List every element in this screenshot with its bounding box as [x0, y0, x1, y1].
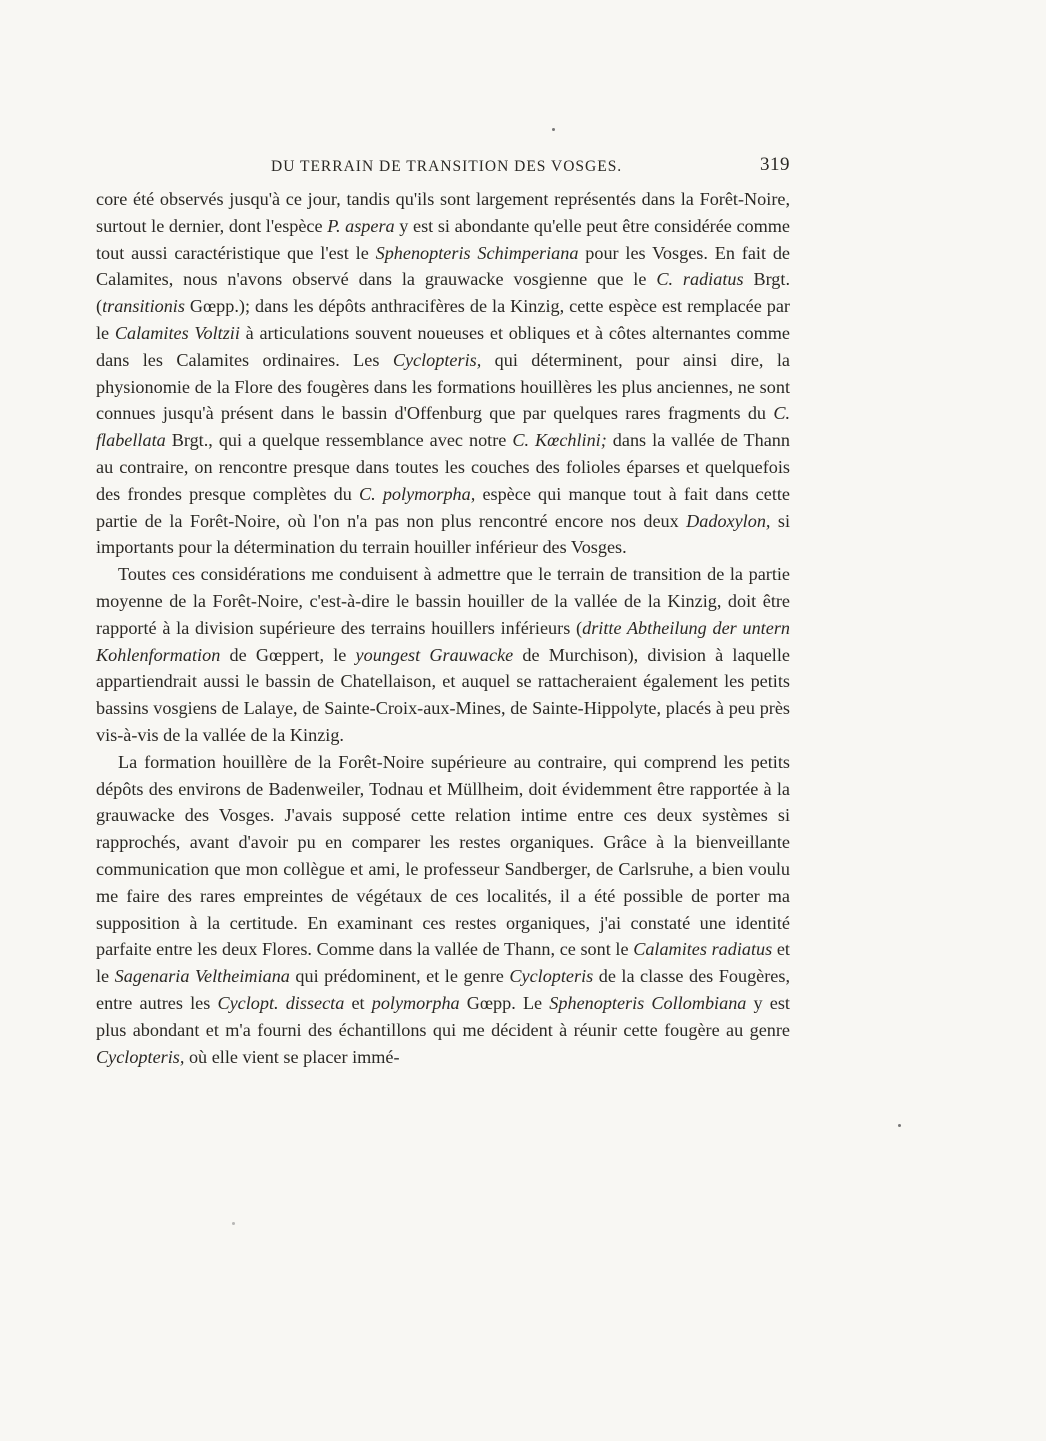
text-run: pour les Vosges. En fait de Calamites, nous n'avons observé dans la grauwacke vosgienne que le [96, 242, 790, 290]
text-run: de Gœppert, le [220, 644, 356, 665]
italic-run: C. flabellata [96, 403, 790, 451]
text-run: y est si abondante qu'elle peut être considérée comme tout aussi caractéristique que l'est le [96, 215, 790, 263]
italic-run: transitionis [102, 296, 185, 317]
text-run: à articulations souvent noueuses et obliques et à côtes alternantes comme dans les Calamites ordinaires. Les [96, 322, 790, 370]
text-run: core été observés jusqu'à ce jour, tandis qu'ils sont largement représentés dans la Forêt-Noire, surtout le dernier, dont l'espèce [96, 189, 790, 236]
italic-run: Calamites radiatus [633, 939, 773, 960]
italic-run: Sphenopteris Collombiana [549, 992, 747, 1013]
running-header [96, 152, 790, 186]
italic-run: C. polymorpha, [359, 483, 476, 504]
text-run: si importants pour la détermination du terrain houiller inférieur des Vosges. [96, 510, 790, 558]
body-text [96, 186, 790, 1070]
italic-run: P. aspera [327, 215, 395, 236]
italic-run: Cyclopt. dissecta [217, 992, 345, 1013]
italic-run: Sagenaria Veltheimiana [114, 966, 290, 987]
page [96, 152, 790, 1070]
text-run: où elle vient se placer immé- [184, 1046, 400, 1067]
italic-run: Calamites Voltzii [114, 322, 240, 343]
paragraph-3 [96, 749, 790, 1071]
page-number: 319 [760, 154, 790, 175]
text-run: Gœpp. Le [459, 992, 550, 1013]
text-run: Gœpp.); dans les dépôts anthracifères de la Kinzig, cette espèce est remplacée par le [96, 296, 790, 343]
text-run: qui déterminent, pour ainsi dire, la physionomie de la Flore des fougères dans les formations houillères les plus anciennes, ne sont connues jusqu'à présent dans le bassin d'Offenburg que par quelques rares fragments du [96, 349, 790, 424]
text-run: dans la vallée de Thann au contraire, on rencontre presque dans toutes les couches des folioles éparses et quelquefois des frondes presque complètes du [96, 430, 790, 504]
text-run: Brgt., qui a quelque ressemblance avec notre [165, 430, 513, 451]
text-run: Toutes ces considérations me conduisent à admettre que le terrain de transition de la partie moyenne de la Forêt-Noire, c'est-à-dire le bassin houiller de la vallée de la Kinzig, doit être rapporté à la division supérieure des terrains houillers inférieurs ( [96, 564, 790, 638]
text-run: Brgt. ( [96, 269, 790, 317]
text-run: espèce qui manque tout à fait dans cette partie de la Forêt-Noire, où l'on n'a pas non plus rencontré encore nos deux [96, 483, 791, 531]
running-title: DU TERRAIN DE TRANSITION DES VOSGES. [271, 158, 623, 175]
italic-run: Cyclopteris [509, 966, 594, 987]
text-run: de la classe des Fougères, entre autres les [96, 966, 790, 1013]
speck [232, 1222, 235, 1225]
text-run: qui prédominent, et le genre [289, 966, 510, 987]
italic-run: Cyclopteris, [392, 349, 482, 370]
text-run: y est plus abondant et m'a fourni des échantillons qui me décident à réunir cette fougère au genre [96, 992, 790, 1040]
paragraph-1 [96, 186, 790, 561]
italic-run: Dadoxylon, [686, 510, 771, 531]
text-run: et le [96, 939, 790, 987]
paragraph-2 [96, 561, 790, 749]
text-run: et [344, 992, 372, 1013]
italic-run: Sphenopteris Schimperiana [375, 242, 579, 263]
text-run: La formation houillère de la Forêt-Noire supérieure au contraire, qui comprend les petits dépôts des environs de Badenweiler, Todnau et Müllheim, doit évidemment être rapportée à la grauwacke des Vosges. J'avais supposé cette relation intime entre ces deux systèmes si rapprochés, avant d'avoir pu en comparer les restes organiques. Grâce à la bienveillante communication que mon collègue et ami, le professeur Sandberger, de Carlsruhe, a bien voulu me faire des rares empreintes de végétaux de ces localités, il a été possible de porter ma supposition à la certitude. En examinant ces restes organiques, j'ai constaté une identité parfaite entre les deux Flores. Comme dans la vallée de Thann, ce sont le [96, 751, 790, 960]
speck [898, 1124, 901, 1127]
speck [552, 128, 555, 131]
text-run: de Murchison), division à laquelle appartiendrait aussi le bassin de Chatellaison, et auquel se rattacheraient également les petits bassins vosgiens de Lalaye, de Sainte-Croix-aux-Mines, de Sainte-Hippolyte, placés à peu près vis-à-vis de la vallée de la Kinzig. [96, 644, 790, 745]
italic-run: polymorpha [371, 992, 460, 1013]
italic-run: C. Kœchlini; [512, 430, 607, 451]
italic-run: C. radiatus [656, 269, 744, 290]
italic-run: youngest Grauwacke [355, 644, 514, 665]
italic-run: dritte Abtheilung der untern Kohlenformation [96, 617, 790, 665]
italic-run: Cyclopteris, [96, 1046, 185, 1067]
